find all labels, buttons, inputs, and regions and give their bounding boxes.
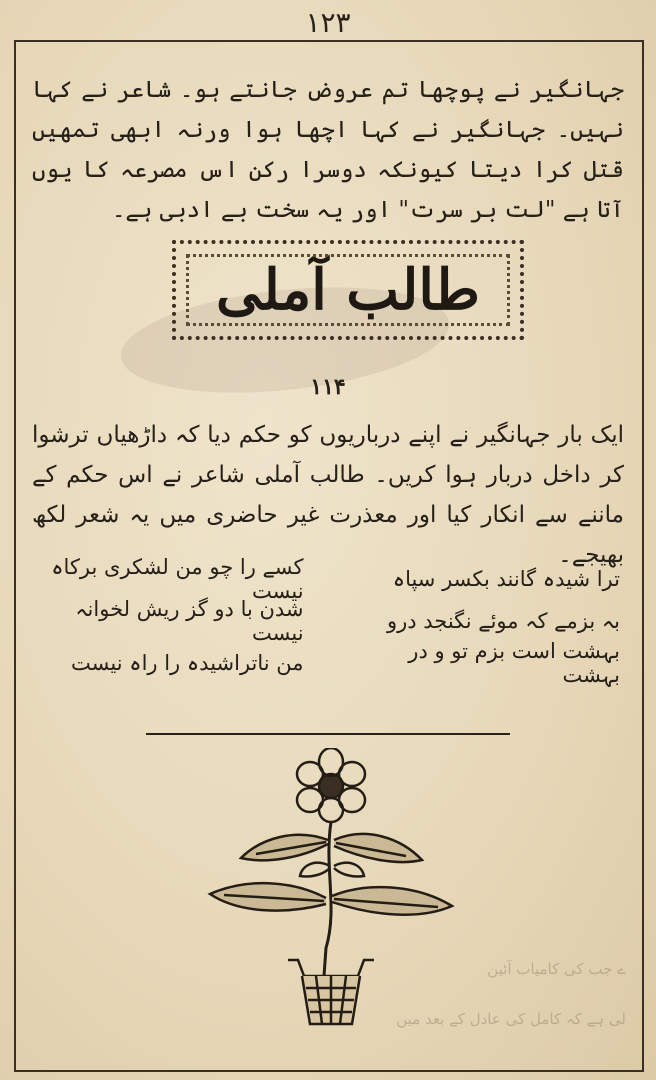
verse-left: شدن با دو گز ریش لخوانہ نیست: [75, 597, 304, 645]
verse-row: [34, 597, 620, 645]
divider-line: [146, 733, 510, 735]
verse-row: [34, 555, 620, 603]
bleed-through-text: ے جب کی کامیاب آئین: [487, 960, 626, 978]
verse-left: کسے را چو من لشکری برکاہ نیست: [51, 555, 304, 603]
title-ornament-box: [172, 240, 524, 340]
verse-left: من ناتراشیدہ را راہ نیست: [71, 651, 304, 675]
paragraph-main: ایک بار جہانگیر نے اپنے درباریوں کو حکم دیا کہ داڑھیاں ترشوا کر داخل دربار ہوا کریں۔ طالب آملی شاعر نے اس حکم کے ماننے سے انکار کیا اور معذرت غیر حاضری میں یہ شعر لکھ بھیجے۔: [32, 422, 624, 568]
page-number: ۱۲۳: [305, 6, 351, 39]
verse-right: بہ بزمے کہ موئے نگنجد درو: [386, 609, 620, 633]
paragraph-top: جہانگیر نے پوچھا تم عروض جانتے ہو۔ شاعر نے کہا نہیں۔ جہانگیر نے کہا اچھا ہوا ورنہ ابھی تمھیں قتل کرا دیتا کیونکہ دوسرا رکن اس مصرعہ کا یوں آتا ہے "لت بر سرت" اور یہ سخت بے ادبی ہے۔: [32, 77, 624, 223]
entry-number: ۱۱۴: [310, 374, 346, 400]
flower-pot-illustration: [206, 748, 456, 1028]
verse-right: بہشت است بزم تو و در بہشت: [408, 639, 620, 687]
flower-head-icon: [297, 748, 365, 822]
verse-right: ترا شیدہ گانند بکسر سپاہ: [392, 567, 620, 591]
verse-row: [34, 639, 620, 687]
section-title: طالب آملی: [216, 257, 480, 323]
bleed-through-text: لی ہے کہ کامل کی عادل کے بعد میں: [396, 1010, 626, 1028]
verse-block: [34, 555, 620, 687]
